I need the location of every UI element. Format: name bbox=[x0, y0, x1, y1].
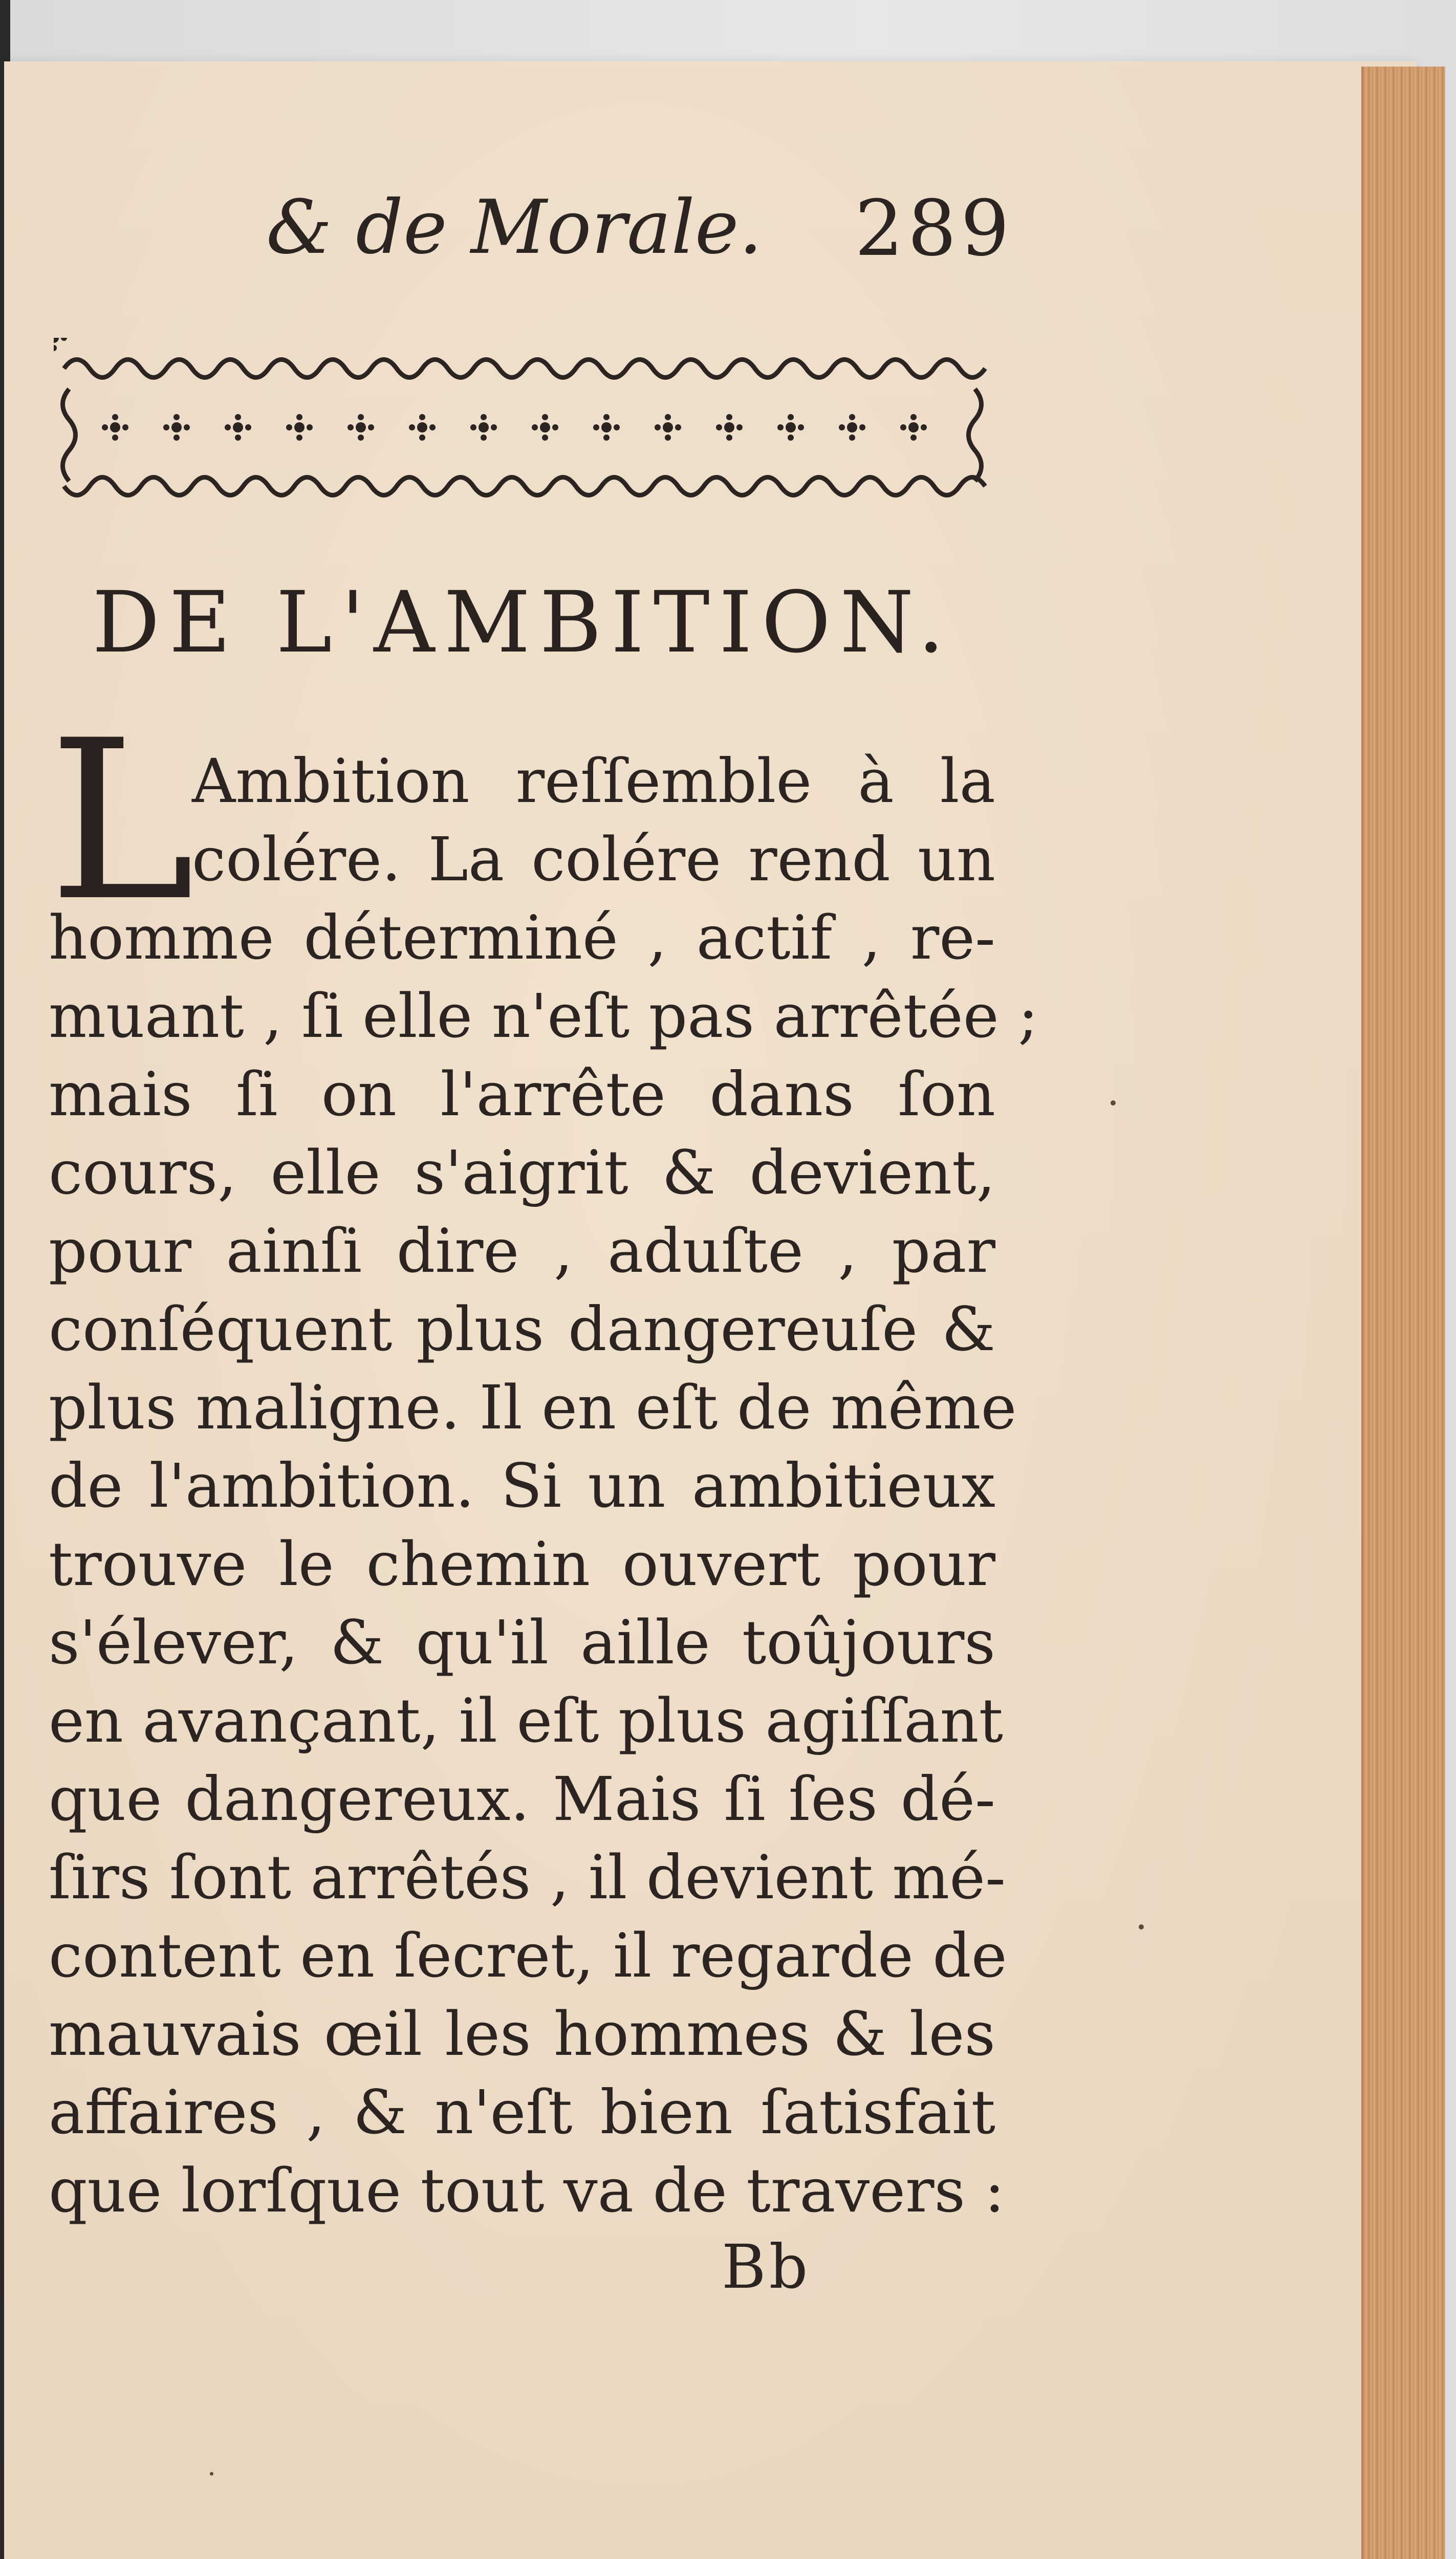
ornament-right-column bbox=[969, 389, 982, 481]
text-line: homme déterminé , actif , re- bbox=[49, 902, 995, 973]
text-line: mais ſi on l'arrête dans ſon bbox=[49, 1059, 995, 1130]
ornament-bottom-row bbox=[64, 478, 985, 495]
body-text bbox=[49, 742, 1038, 2230]
text-line: que dangereux. Mais ſi ſes dé- bbox=[49, 1764, 995, 1834]
page-number: 289 bbox=[855, 184, 1014, 273]
text-line: s'élever, & qu'il aille toûjours bbox=[49, 1607, 995, 1678]
text-line: content en ſecret, il regarde de bbox=[49, 1920, 1007, 1991]
text-line: de l'ambition. Si un ambitieux bbox=[49, 1450, 995, 1521]
text-line: mauvais œil les hommes & les bbox=[49, 1999, 995, 2069]
decorative-ornament-band bbox=[54, 338, 990, 522]
paper-speck bbox=[1139, 1924, 1144, 1929]
page-fore-edge bbox=[1361, 67, 1445, 2559]
text-line: en avançant, il eſt plus agiſſant bbox=[49, 1685, 1004, 1756]
ornament-left-column bbox=[63, 389, 76, 481]
running-head: & de Morale. bbox=[266, 184, 763, 271]
text-line: plus maligne. Il en eſt de même bbox=[49, 1372, 1017, 1443]
ornament-middle-row bbox=[54, 338, 67, 351]
text-line: que lorſque tout va de travers : bbox=[49, 2155, 1005, 2226]
text-line: pour ainſi dire , aduſte , par bbox=[49, 1216, 995, 1286]
ornament-top-row bbox=[64, 360, 985, 378]
text-line: cours, elle s'aigrit & devient, bbox=[49, 1137, 995, 1208]
text-line: Ambition reſſemble à la bbox=[192, 746, 995, 816]
text-line: ſirs ſont arrêtés , il devient mé- bbox=[49, 1842, 1006, 1913]
text-line: conſéquent plus dangereuſe & bbox=[49, 1294, 995, 1364]
paper-speck bbox=[210, 2472, 213, 2476]
signature-mark: Bb bbox=[722, 2231, 811, 2302]
drop-cap-initial: L bbox=[49, 693, 195, 949]
text-line: affaires , & n'eſt bien ſatisfait bbox=[49, 2077, 995, 2148]
text-line: colére. La colére rend un bbox=[192, 824, 995, 895]
chapter-title: DE L'AMBITION. bbox=[92, 573, 954, 671]
paper-speck bbox=[1111, 1100, 1116, 1105]
text-line: muant , ſi elle n'eſt pas arrêtée ; bbox=[49, 981, 1038, 1051]
text-line: trouve le chemin ouvert pour bbox=[49, 1529, 995, 1599]
